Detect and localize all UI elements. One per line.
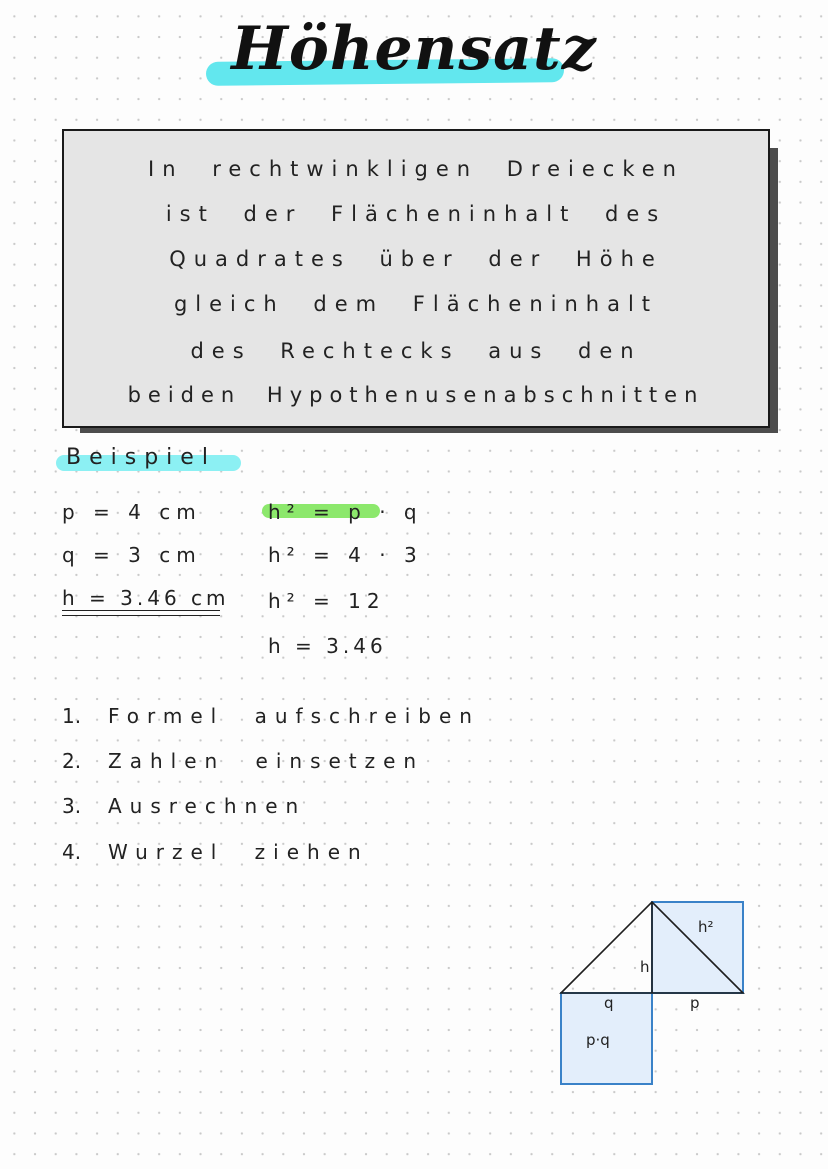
page-title: Höhensatz xyxy=(231,14,597,84)
result-h: h = 3.46 cm xyxy=(62,586,230,610)
calc-root: h = 3.46 xyxy=(268,634,387,658)
step-text: Ausrechnen xyxy=(108,794,307,818)
step-text: Zahlen einsetzen xyxy=(108,749,425,773)
definition-line: Quadrates über der Höhe xyxy=(169,247,663,271)
definition-box xyxy=(62,129,770,428)
label-h: h xyxy=(640,958,650,976)
definition-line: ist der Flächeninhalt des xyxy=(165,202,667,226)
hoehensatz-diagram xyxy=(540,880,770,1110)
example-heading: Beispiel xyxy=(66,445,216,470)
given-q: q = 3 cm xyxy=(62,543,202,567)
result-double-underline xyxy=(62,610,220,616)
label-pq: p·q xyxy=(586,1031,610,1049)
step-text: Wurzel ziehen xyxy=(108,840,369,864)
step-text: Formel aufschreiben xyxy=(108,704,480,728)
step-number: 2. xyxy=(62,749,82,773)
definition-line: In rechtwinkligen Dreiecken xyxy=(148,157,684,181)
step-number: 1. xyxy=(62,704,82,728)
definition-line: beiden Hypothenusenabschnitten xyxy=(127,383,705,407)
label-h-square: h² xyxy=(698,918,714,936)
step-number: 4. xyxy=(62,840,82,864)
definition-line: des Rechtecks aus den xyxy=(190,339,642,363)
given-p: p = 4 cm xyxy=(62,500,202,524)
calc-compute: h² = 12 xyxy=(268,589,386,613)
calc-substitute: h² = 4 · 3 xyxy=(268,543,423,567)
step-number: 3. xyxy=(62,794,82,818)
label-p: p xyxy=(690,994,700,1012)
label-q: q xyxy=(604,994,614,1012)
definition-line: gleich dem Flächeninhalt xyxy=(173,292,659,316)
calc-formula: h² = p · q xyxy=(268,500,423,524)
